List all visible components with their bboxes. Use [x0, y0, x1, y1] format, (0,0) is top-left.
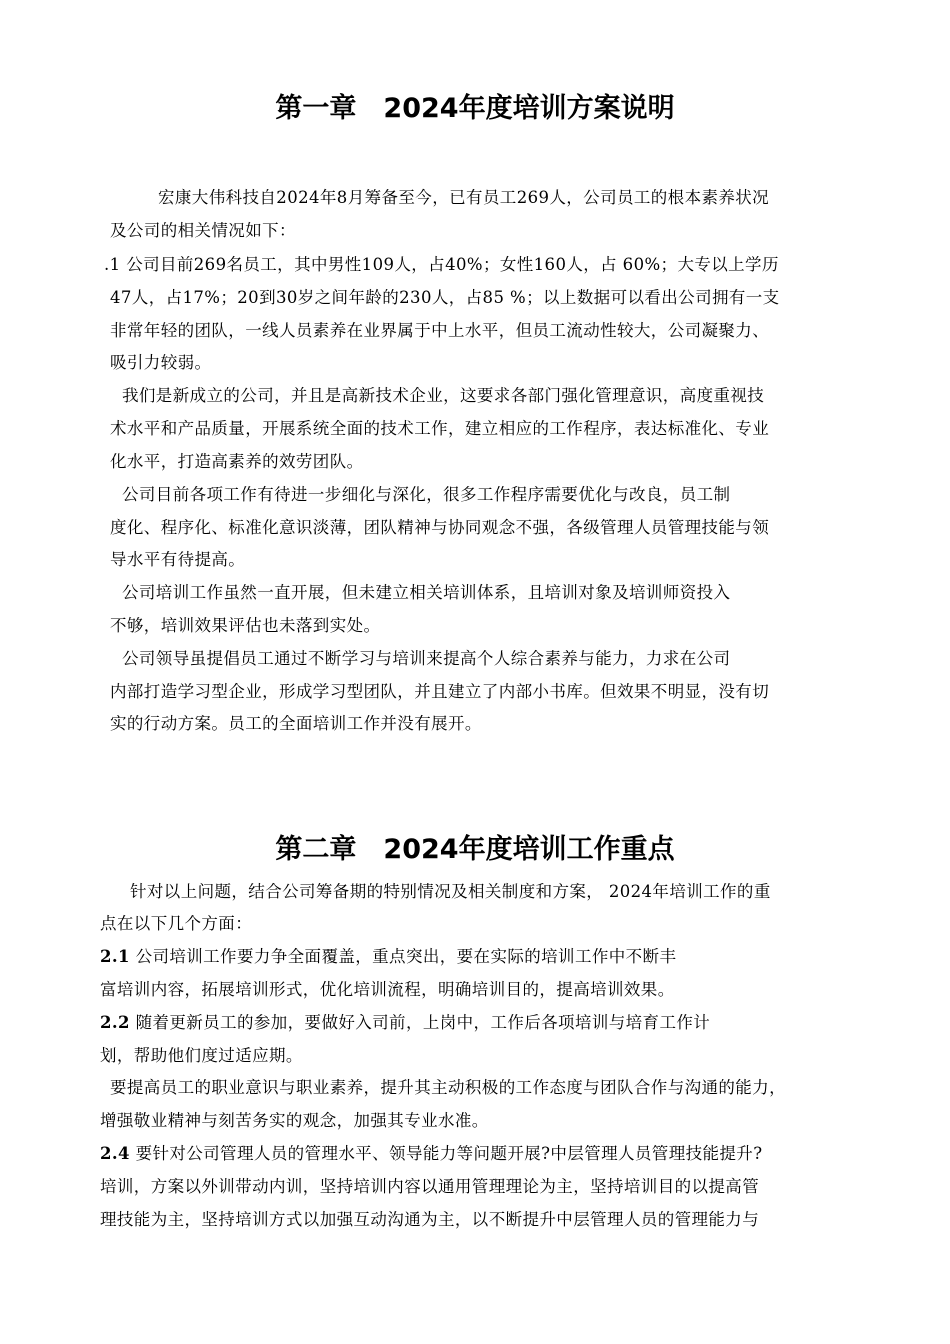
- paragraph-line: 宏康大伟科技自2024年8月筹备至今，已有员工269人，公司员工的根本素养状况: [158, 188, 770, 207]
- paragraph-line: 公司目前各项工作有待进一步细化与深化，很多工作程序需要优化与改良，员工制: [122, 485, 731, 504]
- paragraph-line: 增强敬业精神与刻苦务实的观念，加强其专业水准。: [100, 1111, 489, 1130]
- paragraph-line: 度化、程序化、标准化意识淡薄，团队精神与协同观念不强，各级管理人员管理技能与领: [110, 518, 770, 537]
- paragraph-line: 不够，培训效果评估也未落到实处。: [110, 616, 381, 635]
- paragraph-line: 化水平，打造高素养的效劳团队。: [110, 452, 364, 471]
- paragraph-line: [100, 946, 676, 968]
- section-number: 2.1: [100, 947, 130, 966]
- paragraph-line: 点在以下几个方面：: [100, 914, 253, 933]
- chapter-1-title: 第一章 2024年度培训方案说明: [275, 93, 675, 124]
- paragraph-line: 公司领导虽提倡员工通过不断学习与培训来提高个人综合素养与能力，力求在公司: [122, 649, 731, 668]
- paragraph-line: [100, 1012, 710, 1034]
- section-number: 2.4: [100, 1144, 130, 1163]
- section-text: 要针对公司管理人员的管理水平、领导能力等问题开展?中层管理人员管理技能提升?: [135, 1144, 763, 1163]
- paragraph-line: 术水平和产品质量，开展系统全面的技术工作，建立相应的工作程序，表达标准化、专业: [110, 419, 770, 438]
- paragraph-line: 培训，方案以外训带动内训，坚持培训内容以通用管理理论为主，坚持培训目的以提高管: [100, 1177, 760, 1196]
- paragraph-line: 要提高员工的职业意识与职业素养，提升其主动积极的工作态度与团队合作与沟通的能力，: [110, 1078, 786, 1097]
- paragraph-line: 富培训内容，拓展培训形式，优化培训流程，明确培训目的，提高培训效果。: [100, 980, 675, 999]
- paragraph-line: 吸引力较弱。: [110, 353, 212, 372]
- paragraph-line: 及公司的相关情况如下：: [110, 221, 296, 240]
- paragraph-line: 47人，占17%；20到30岁之间年龄的230人，占85 %；以上数据可以看出公司拥有一支: [110, 288, 780, 307]
- paragraph-line: [100, 1143, 762, 1165]
- section-text: 随着更新员工的参加，要做好入司前，上岗中，工作后各项培训与培育工作计: [135, 1013, 711, 1032]
- paragraph-line: 导水平有待提高。: [110, 550, 246, 569]
- paragraph-line: 划，帮助他们度过适应期。: [100, 1046, 303, 1065]
- paragraph-line: 非常年轻的团队，一线人员素养在业界属于中上水平，但员工流动性较大，公司凝聚力、: [110, 321, 770, 340]
- paragraph-line: 针对以上问题，结合公司筹备期的特别情况及相关制度和方案， 2024年培训工作的重: [130, 882, 771, 901]
- paragraph-line: 实的行动方案。员工的全面培训工作并没有展开。: [110, 714, 482, 733]
- paragraph-line: 理技能为主，坚持培训方式以加强互动沟通为主，以不断提升中层管理人员的管理能力与: [100, 1210, 760, 1229]
- paragraph-line: 内部打造学习型企业，形成学习型团队，并且建立了内部小书库。但效果不明显，没有切: [110, 682, 770, 701]
- section-number: 2.2: [100, 1013, 130, 1032]
- paragraph-line: 我们是新成立的公司，并且是高新技术企业，这要求各部门强化管理意识，高度重视技: [122, 386, 765, 405]
- paragraph-line: 公司培训工作虽然一直开展，但未建立相关培训体系，且培训对象及培训师资投入: [122, 583, 731, 602]
- section-text: 公司培训工作要力争全面覆盖，重点突出，要在实际的培训工作中不断丰: [135, 947, 677, 966]
- chapter-2-title: 第二章 2024年度培训工作重点: [275, 834, 675, 865]
- paragraph-line: .1 公司目前269名员工，其中男性109人，占40%；女性160人，占 60%；大专以上学历: [104, 255, 779, 274]
